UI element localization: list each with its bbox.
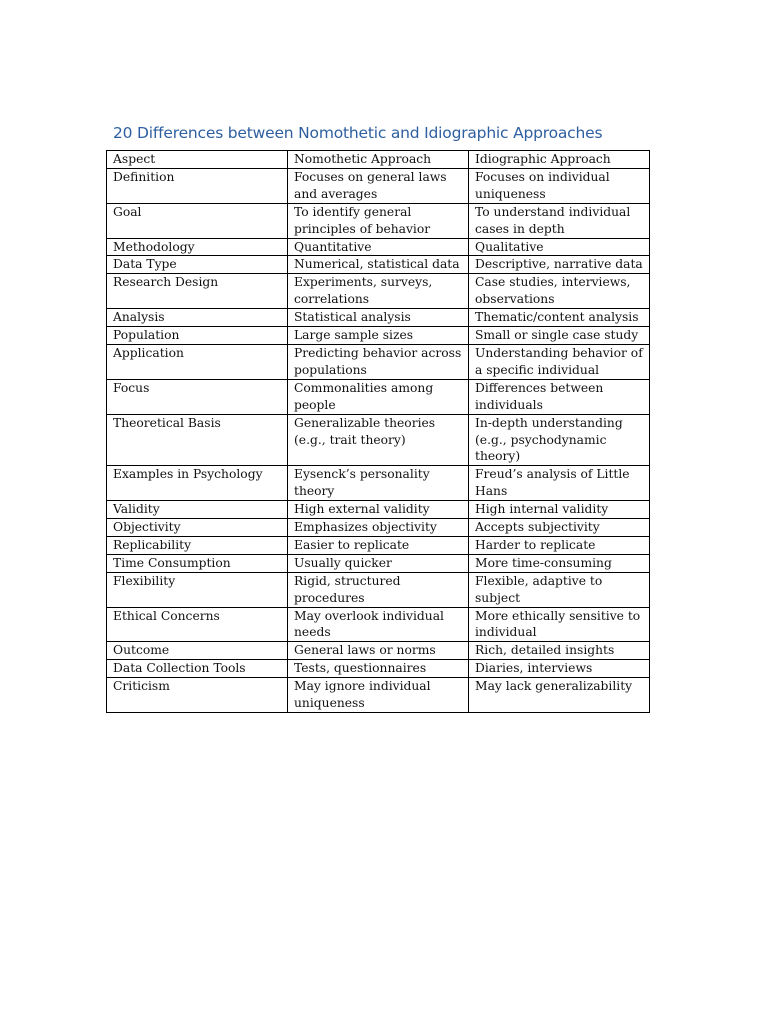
aspect-cell: Examples in Psychology xyxy=(107,466,288,501)
idiographic-cell: Harder to replicate xyxy=(469,536,650,554)
table-row xyxy=(107,414,650,466)
column-header-aspect: Aspect xyxy=(107,151,288,169)
table-row xyxy=(107,256,650,274)
document-title: 20 Differences between Nomothetic and Idiographic Approaches xyxy=(113,124,603,142)
table-row xyxy=(107,501,650,519)
nomothetic-cell: Generalizable theories (e.g., trait theory) xyxy=(288,414,469,466)
table-row xyxy=(107,327,650,345)
aspect-cell: Definition xyxy=(107,168,288,203)
nomothetic-cell: Quantitative xyxy=(288,238,469,256)
aspect-cell: Theoretical Basis xyxy=(107,414,288,466)
idiographic-cell: Descriptive, narrative data xyxy=(469,256,650,274)
table-row xyxy=(107,379,650,414)
nomothetic-cell: High external validity xyxy=(288,501,469,519)
aspect-cell: Ethical Concerns xyxy=(107,607,288,642)
table-row xyxy=(107,607,650,642)
idiographic-cell: In-depth understanding (e.g., psychodynamic theory) xyxy=(469,414,650,466)
aspect-cell: Focus xyxy=(107,379,288,414)
table-row xyxy=(107,554,650,572)
idiographic-cell: Understanding behavior of a specific individual xyxy=(469,344,650,379)
table-row xyxy=(107,168,650,203)
table-row xyxy=(107,238,650,256)
idiographic-cell: Rich, detailed insights xyxy=(469,642,650,660)
column-header-nomothetic: Nomothetic Approach xyxy=(288,151,469,169)
idiographic-cell: More time-consuming xyxy=(469,554,650,572)
aspect-cell: Flexibility xyxy=(107,572,288,607)
aspect-cell: Application xyxy=(107,344,288,379)
idiographic-cell: High internal validity xyxy=(469,501,650,519)
idiographic-cell: More ethically sensitive to individual xyxy=(469,607,650,642)
nomothetic-cell: Experiments, surveys, correlations xyxy=(288,274,469,309)
table-row xyxy=(107,344,650,379)
table-row xyxy=(107,642,650,660)
table-row xyxy=(107,519,650,537)
nomothetic-cell: Large sample sizes xyxy=(288,327,469,345)
nomothetic-cell: Eysenck’s personality theory xyxy=(288,466,469,501)
aspect-cell: Goal xyxy=(107,203,288,238)
nomothetic-cell: Tests, questionnaires xyxy=(288,660,469,678)
idiographic-cell: Qualitative xyxy=(469,238,650,256)
aspect-cell: Objectivity xyxy=(107,519,288,537)
aspect-cell: Time Consumption xyxy=(107,554,288,572)
nomothetic-cell: Emphasizes objectivity xyxy=(288,519,469,537)
nomothetic-cell: Predicting behavior across populations xyxy=(288,344,469,379)
table-row xyxy=(107,536,650,554)
column-header-idiographic: Idiographic Approach xyxy=(469,151,650,169)
aspect-cell: Research Design xyxy=(107,274,288,309)
nomothetic-cell: Focuses on general laws and averages xyxy=(288,168,469,203)
table-row xyxy=(107,309,650,327)
table-row xyxy=(107,466,650,501)
aspect-cell: Criticism xyxy=(107,678,288,713)
idiographic-cell: Accepts subjectivity xyxy=(469,519,650,537)
comparison-table xyxy=(106,150,650,713)
nomothetic-cell: May overlook individual needs xyxy=(288,607,469,642)
idiographic-cell: Case studies, interviews, observations xyxy=(469,274,650,309)
nomothetic-cell: Statistical analysis xyxy=(288,309,469,327)
nomothetic-cell: To identify general principles of behavior xyxy=(288,203,469,238)
nomothetic-cell: Numerical, statistical data xyxy=(288,256,469,274)
idiographic-cell: To understand individual cases in depth xyxy=(469,203,650,238)
table-row xyxy=(107,203,650,238)
idiographic-cell: Diaries, interviews xyxy=(469,660,650,678)
aspect-cell: Validity xyxy=(107,501,288,519)
aspect-cell: Methodology xyxy=(107,238,288,256)
aspect-cell: Population xyxy=(107,327,288,345)
idiographic-cell: Focuses on individual uniqueness xyxy=(469,168,650,203)
nomothetic-cell: Commonalities among people xyxy=(288,379,469,414)
aspect-cell: Replicability xyxy=(107,536,288,554)
idiographic-cell: May lack generalizability xyxy=(469,678,650,713)
aspect-cell: Data Type xyxy=(107,256,288,274)
nomothetic-cell: Easier to replicate xyxy=(288,536,469,554)
aspect-cell: Analysis xyxy=(107,309,288,327)
idiographic-cell: Thematic/content analysis xyxy=(469,309,650,327)
nomothetic-cell: Rigid, structured procedures xyxy=(288,572,469,607)
table-row xyxy=(107,678,650,713)
aspect-cell: Outcome xyxy=(107,642,288,660)
aspect-cell: Data Collection Tools xyxy=(107,660,288,678)
table-row xyxy=(107,660,650,678)
idiographic-cell: Small or single case study xyxy=(469,327,650,345)
table-row xyxy=(107,572,650,607)
table-body xyxy=(107,151,650,713)
table-row xyxy=(107,274,650,309)
nomothetic-cell: General laws or norms xyxy=(288,642,469,660)
table-header-row xyxy=(107,151,650,169)
idiographic-cell: Flexible, adaptive to subject xyxy=(469,572,650,607)
idiographic-cell: Differences between individuals xyxy=(469,379,650,414)
nomothetic-cell: Usually quicker xyxy=(288,554,469,572)
nomothetic-cell: May ignore individual uniqueness xyxy=(288,678,469,713)
idiographic-cell: Freud’s analysis of Little Hans xyxy=(469,466,650,501)
